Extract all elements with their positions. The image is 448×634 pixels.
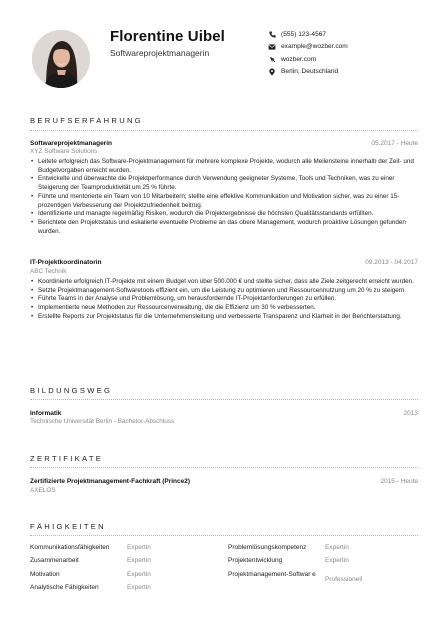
avatar bbox=[32, 30, 90, 88]
list-item: • Identifizierte und managte regelmäßig Risiken, wodurch die Projektergebnisse die höchsten Qualitätsstandards erfüllten. bbox=[30, 210, 418, 219]
list-item: • Implementierte neue Methoden zur Ressourcenverwaltung, die die Effizienz um 30 % verbesserten. bbox=[30, 304, 418, 313]
contact-phone[interactable] bbox=[268, 28, 438, 41]
list-item: • Erstellte Reports zur Projektstatus für die Unternehmensleitung und verbesserte Transparenz und Klarheit in der Berichterstattung. bbox=[30, 313, 418, 322]
job-achievements bbox=[30, 278, 418, 322]
section-divider bbox=[30, 399, 418, 400]
skill-name: Zusammenarbeit bbox=[30, 557, 79, 565]
skill-row bbox=[30, 557, 220, 570]
list-item: • Berichtete den Projektstatus und eskalierte eventuelle Probleme an das obere Management, wodurch proaktive Lösungen gefunden wurden. bbox=[30, 219, 418, 236]
section-divider bbox=[30, 535, 418, 536]
contact-list bbox=[268, 28, 438, 78]
job-company: XYZ Software Solutions bbox=[30, 148, 98, 155]
skill-row bbox=[228, 544, 418, 557]
phone-icon bbox=[268, 30, 276, 38]
list-item: • Führte und mentorierte ein Team von 10 Mitarbeitern; stellte eine effektive Kommunikation und Motivation sicher, was zu einer 15-prozentigen Verbesserung der Projektzufriedenheit beitrug. bbox=[30, 193, 418, 210]
education-date: 2013 bbox=[403, 410, 418, 417]
section-divider bbox=[30, 130, 418, 131]
skill-level: Expertin bbox=[325, 544, 349, 551]
candidate-name: Florentine Uibel bbox=[110, 28, 225, 45]
certificate-date: 2015 - Heute bbox=[380, 478, 418, 485]
skill-level: Professionell bbox=[325, 575, 363, 583]
skill-level: Expertin bbox=[127, 584, 151, 592]
list-item: • Koordinierte erfolgreich IT-Projekte mit einem Budget von über 500.000 € und stellte sicher, dass alle Ziele zeitgerecht erreicht wurden. bbox=[30, 278, 418, 287]
job-title: IT-Projektkoordinatorin bbox=[30, 259, 102, 266]
certificate-title: Zertifizierte Projektmanagement-Fachkraft (Prince2) bbox=[30, 478, 191, 485]
resume-header bbox=[0, 0, 448, 106]
skill-row bbox=[228, 571, 418, 591]
envelope-icon bbox=[268, 43, 276, 51]
skill-level: Expertin bbox=[127, 544, 151, 551]
skill-level: Expertin bbox=[127, 570, 151, 578]
list-item: • Setzte Projektmanagement-Softwaretools effizient ein, um die Leistung zu optimieren und Ressourcennutzung um 20 % zu steigern. bbox=[30, 287, 418, 296]
list-item: • Leitete erfolgreich das Software-Projektmanagement für mehrere komplexe Projekte, wodurch alle Meilensteine innerhalb der Zeit- und Budgetvorgaben erreicht wurden. bbox=[30, 158, 418, 175]
section-divider bbox=[30, 467, 418, 468]
education-title: Informatik bbox=[30, 410, 62, 417]
contact-location-text: Berlin, Deutschland bbox=[281, 68, 339, 76]
contact-website[interactable] bbox=[268, 53, 438, 66]
skill-level: Expertin bbox=[127, 557, 151, 565]
section-title-skills: FÄHIGKEITEN bbox=[30, 522, 106, 531]
skill-name: Projektmanagement-Softwar e bbox=[228, 570, 316, 578]
skill-name: Motivation bbox=[30, 570, 60, 578]
contact-email-text: example@wozber.com bbox=[281, 43, 348, 51]
contact-website-text: wozber.com bbox=[281, 55, 317, 63]
section-title-experience: BERUFSERFAHRUNG bbox=[30, 116, 143, 125]
link-icon bbox=[268, 55, 276, 63]
skill-name: Problemlösungskompetenz bbox=[228, 544, 307, 551]
contact-location bbox=[268, 66, 438, 79]
certificate-issuer: AXELOS bbox=[30, 487, 56, 494]
job-company: ABC Technik bbox=[30, 268, 67, 275]
contact-email[interactable] bbox=[268, 41, 438, 54]
job-dates: 05.2017 - Heute bbox=[371, 140, 418, 147]
skills-column-left bbox=[30, 544, 220, 598]
skill-name: Projektentwicklung bbox=[228, 557, 283, 565]
contact-phone-text: (555) 123-4567 bbox=[281, 30, 327, 38]
job-dates: 09.2013 - 04.2017 bbox=[365, 259, 418, 266]
skill-row bbox=[228, 557, 418, 570]
skill-level: Expertin bbox=[325, 557, 349, 565]
section-title-education: BILDUNGSWEG bbox=[30, 386, 113, 395]
candidate-title: Softwareprojektmanagerin bbox=[110, 48, 210, 58]
job-achievements bbox=[30, 158, 418, 236]
education-institution: Technische Universität Berlin - Bachelor-Abschluss bbox=[30, 418, 175, 425]
skill-row bbox=[30, 584, 220, 597]
skill-row bbox=[30, 571, 220, 584]
location-pin-icon bbox=[268, 68, 276, 76]
skill-name: Analytische Fähigkeiten bbox=[30, 584, 99, 592]
job-title: Softwareprojektmanagerin bbox=[30, 140, 112, 147]
skill-row bbox=[30, 544, 220, 557]
section-title-certificates: ZERTIFIKATE bbox=[30, 454, 104, 463]
list-item: • Entwickelte und überwachte die Projektperformance durch Verwendung geeigneter Systeme, Tools und Techniken, was zu einer Steigerung der Teamproduktivität um 25 % führte. bbox=[30, 175, 418, 192]
skills-column-right bbox=[228, 544, 418, 591]
skill-name: Kommunikationsfähigkeiten bbox=[30, 544, 110, 551]
list-item: • Führte Teams in der Analyse und Problemlösung, um herausfordernde IT-Projektanforderungen zu erfüllen. bbox=[30, 295, 418, 304]
